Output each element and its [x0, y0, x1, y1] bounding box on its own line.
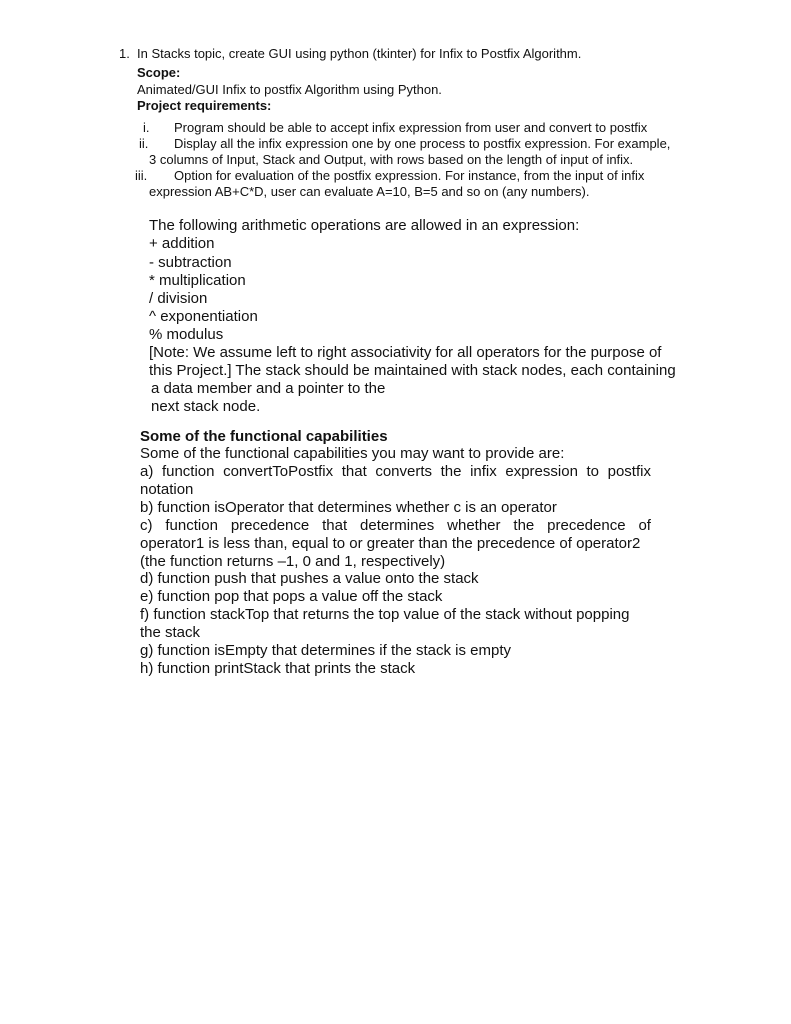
capability-f-line2: the stack — [140, 624, 201, 641]
requirement-numeral: ii. — [139, 136, 149, 151]
word: function — [165, 517, 218, 534]
note-line: [Note: We assume left to right associativity for all operators for the purpose of — [149, 344, 662, 361]
note-line: next stack node. — [151, 398, 261, 415]
operation-item: ^ exponentiation — [149, 308, 258, 325]
operation-item: * multiplication — [149, 272, 246, 289]
requirement-line: Option for evaluation of the postfix expression. For instance, from the input of infix — [174, 168, 645, 183]
word: of — [638, 517, 651, 534]
word: converts — [375, 463, 433, 480]
operation-item: - subtraction — [149, 254, 232, 271]
capability-a-line — [140, 464, 651, 479]
capability-h: h) function printStack that prints the stack — [140, 660, 416, 677]
requirement-numeral: i. — [143, 120, 150, 135]
word: expression — [505, 463, 578, 480]
capability-c-line — [140, 518, 651, 533]
requirement-line: Program should be able to accept infix expression from user and convert to postfix — [174, 120, 648, 135]
requirement-line: expression AB+C*D, user can evaluate A=10, B=5 and so on (any numbers). — [149, 184, 590, 199]
capability-g: g) function isEmpty that determines if the stack is empty — [140, 642, 511, 659]
capability-c-line2: operator1 is less than, equal to or greater than the precedence of operator2 — [140, 535, 641, 552]
capability-e: e) function pop that pops a value off the stack — [140, 588, 443, 605]
word: c) — [140, 517, 153, 534]
capability-b: b) function isOperator that determines whether c is an operator — [140, 499, 557, 516]
operation-item: % modulus — [149, 326, 224, 343]
task-number: 1. — [119, 46, 130, 61]
requirement-line: Display all the infix expression one by one process to postfix expression. For example, — [174, 136, 671, 151]
word: postfix — [607, 463, 651, 480]
capabilities-intro: Some of the functional capabilities you may want to provide are: — [140, 445, 565, 462]
word: that — [341, 463, 367, 480]
scope-text: Animated/GUI Infix to postfix Algorithm using Python. — [137, 82, 442, 97]
operation-item: + addition — [149, 235, 215, 252]
word: function — [161, 463, 215, 480]
requirement-numeral: iii. — [135, 168, 148, 183]
task-title: In Stacks topic, create GUI using python (tkinter) for Infix to Postfix Algorithm. — [137, 46, 582, 61]
capability-f-line1: f) function stackTop that returns the top value of the stack without popping — [140, 606, 630, 623]
word: determines — [360, 517, 435, 534]
capabilities-heading: Some of the functional capabilities — [140, 428, 388, 445]
capability-c-line3: (the function returns –1, 0 and 1, respectively) — [140, 553, 446, 570]
word: convertToPostfix — [223, 463, 334, 480]
operations-intro: The following arithmetic operations are allowed in an expression: — [149, 217, 580, 234]
operation-item: / division — [149, 290, 208, 307]
capability-a-line2: notation — [140, 481, 194, 498]
word: the — [513, 517, 535, 534]
word: to — [586, 463, 600, 480]
scope-heading: Scope: — [137, 65, 181, 80]
word: the — [440, 463, 462, 480]
requirements-heading: Project requirements: — [137, 98, 272, 113]
word: precedence — [230, 517, 310, 534]
word: that — [322, 517, 348, 534]
word: whether — [447, 517, 501, 534]
word: infix — [470, 463, 497, 480]
word: precedence — [547, 517, 626, 534]
word: a) — [140, 463, 154, 480]
requirement-line: 3 columns of Input, Stack and Output, with rows based on the length of input of infix. — [149, 152, 634, 167]
capability-d: d) function push that pushes a value onto the stack — [140, 570, 479, 587]
note-line: a data member and a pointer to the — [151, 380, 386, 397]
note-line: this Project.] The stack should be maintained with stack nodes, each containing — [149, 362, 676, 379]
